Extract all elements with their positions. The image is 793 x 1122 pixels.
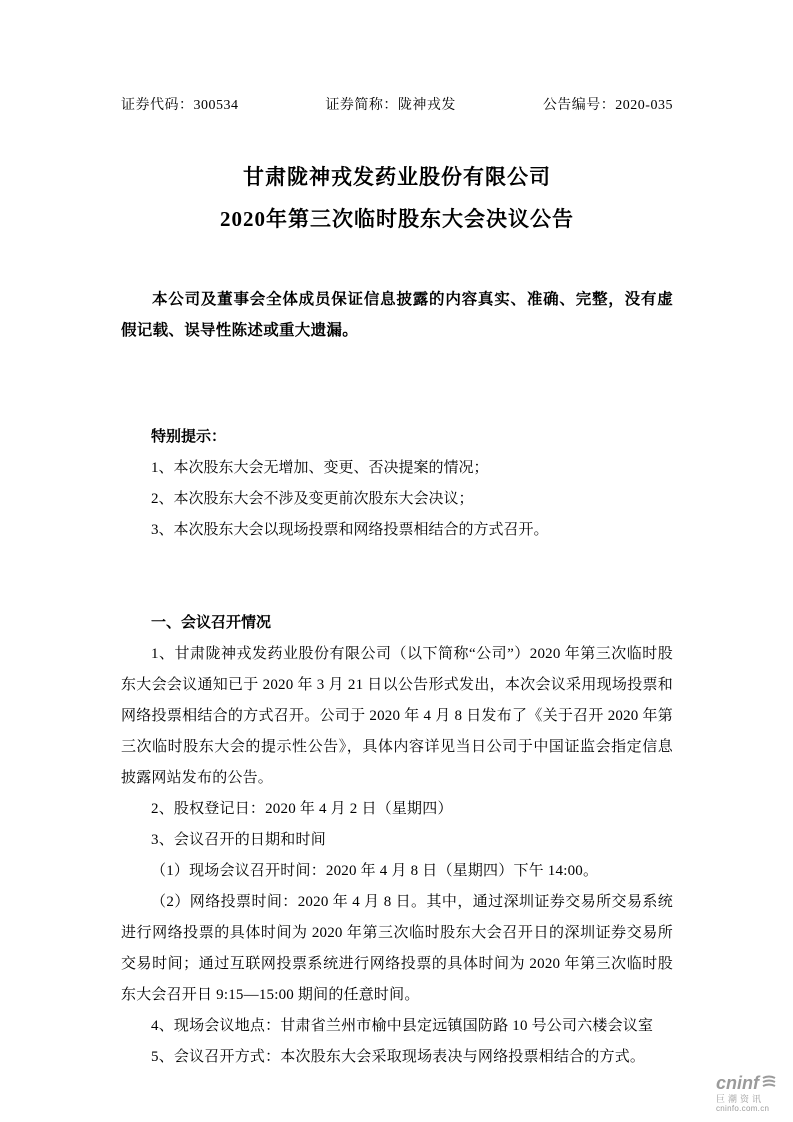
stock-name: 证券简称：陇神戎发 [325, 98, 456, 113]
document-header [121, 94, 673, 114]
meeting-paragraph: （2）网络投票时间：2020 年 4 月 8 日。其中，通过深圳证券交易所交易系统进行网络投票的具体时间为 2020 年第三次临时股东大会召开日的深圳证券交易所交易时间；通过互联网投票系统进行网络投票的具体时间为 2020 年第三次临时股东大会召开日 9:15—15:00 期间的任意时间。 [121, 894, 673, 1003]
meeting-paragraph: 2、股权登记日：2020 年 4 月 2 日（星期四） [151, 801, 453, 817]
disclaimer-paragraph: 本公司及董事会全体成员保证信息披露的内容真实、准确、完整，没有虚假记载、误导性陈述或重大遗漏。 [121, 291, 673, 339]
special-notice-item: 2、本次股东大会不涉及变更前次股东大会决议； [151, 491, 474, 507]
cninfo-logo-wordmark [716, 1074, 777, 1095]
meeting-paragraph: 5、会议召开方式：本次股东大会采取现场表决与网络投票相结合的方式。 [151, 1049, 646, 1065]
meeting-paragraph: 3、会议召开的日期和时间 [151, 832, 326, 848]
special-notice-item: 1、本次股东大会无增加、变更、否决提案的情况； [151, 460, 489, 476]
special-notice-item: 3、本次股东大会以现场投票和网络投票相结合的方式召开。 [151, 522, 549, 538]
meeting-paragraph: 1、甘肃陇神戎发药业股份有限公司（以下简称“公司”）2020 年第三次临时股东大会会议通知已于 2020 年 3 月 21 日以公告形式发出，本次会议采用现场投票和网络投票相结合的方式召开。公司于 2020 年 4 月 8 日发布了《关于召开 2020 年第三次临时股东大会的提示性公告》，具体内容详见当日公司于中国证监会指定信息披露网站发布的公告。 [121, 646, 673, 786]
meeting-section [121, 608, 673, 1073]
title-line-1: 甘肃陇神戎发药业股份有限公司 [243, 165, 551, 189]
cninfo-brand-chinese: 巨潮资讯 [716, 1094, 765, 1105]
meeting-section-heading: 一、会议召开情况 [151, 615, 272, 631]
cninfo-swoosh-icon [761, 1074, 777, 1095]
cninfo-brand-url: cninfo.com.cn [716, 1104, 770, 1114]
title-line-2: 2020年第三次临时股东大会决议公告 [220, 207, 574, 231]
stock-code: 证券代码：300534 [121, 98, 239, 113]
document-title [121, 156, 673, 240]
special-notice-section [121, 422, 673, 546]
special-notice-heading: 特别提示： [151, 429, 227, 445]
meeting-paragraph: 4、现场会议地点：甘肃省兰州市榆中县定远镇国防路 10 号公司六楼会议室 [151, 1018, 654, 1034]
announcement-number: 公告编号：2020-035 [542, 98, 673, 113]
meeting-paragraph: （1）现场会议召开时间：2020 年 4 月 8 日（星期四）下午 14:00。 [151, 863, 599, 879]
cninfo-logo [716, 1074, 777, 1114]
cninfo-logo-text: cninf [716, 1073, 759, 1094]
